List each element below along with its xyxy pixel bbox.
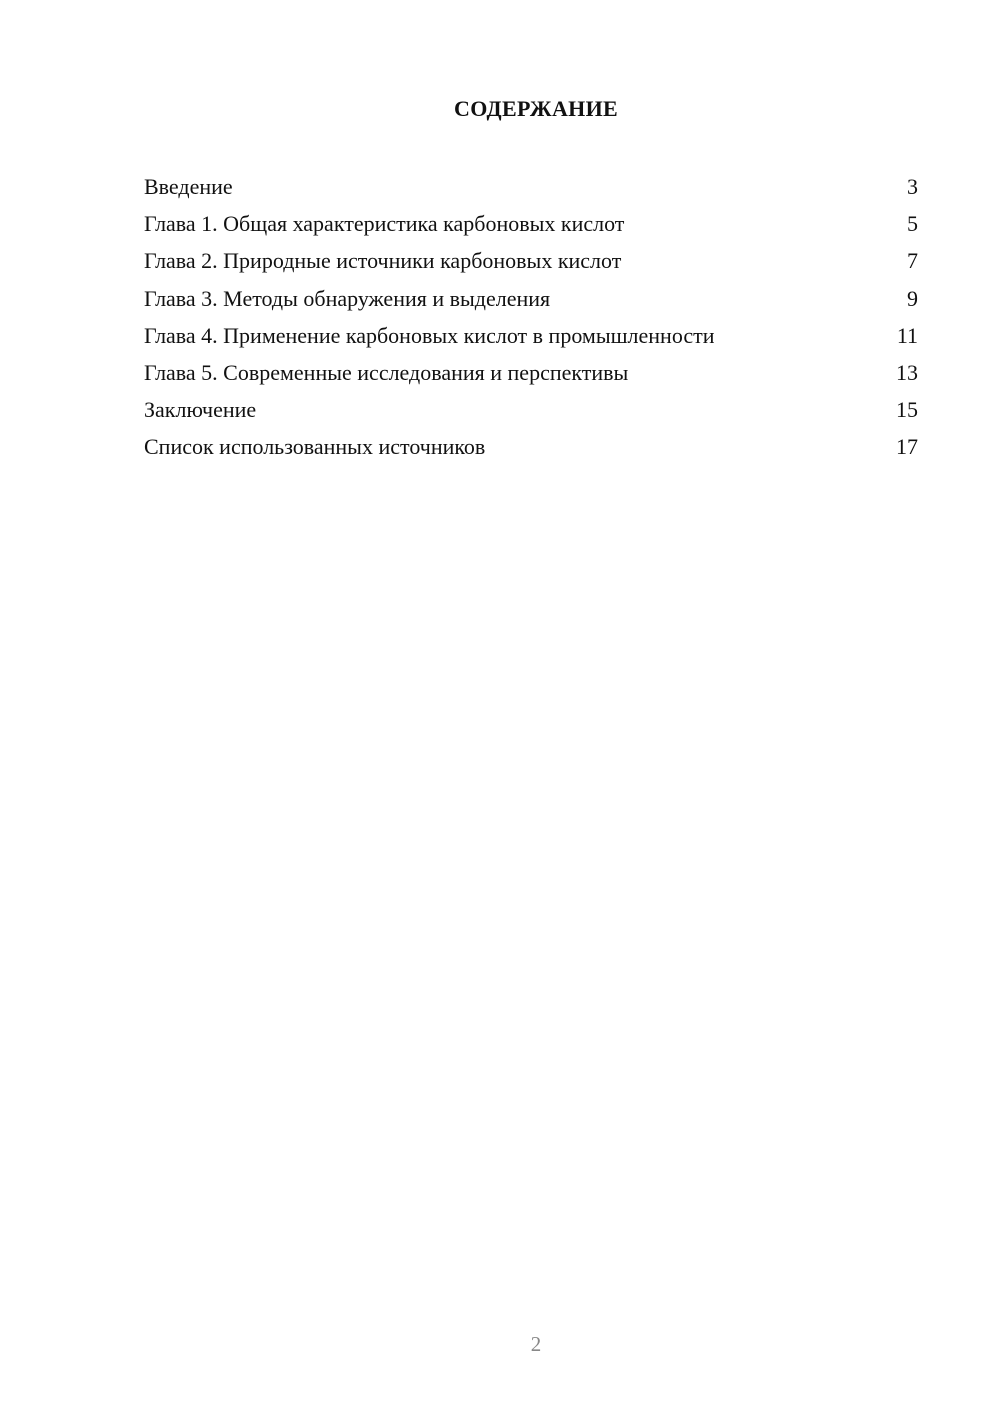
toc-entry-label: Глава 1. Общая характеристика карбоновых кислот bbox=[144, 211, 625, 237]
toc-entry-page: 17 bbox=[896, 434, 918, 460]
toc-entry-references bbox=[144, 428, 918, 465]
toc-entry-page: 3 bbox=[907, 174, 918, 199]
toc-entry-page: 13 bbox=[896, 359, 918, 385]
toc-entry-page: 15 bbox=[896, 397, 918, 423]
page-number: 2 bbox=[530, 1332, 542, 1356]
toc-entry-label: Введение bbox=[144, 174, 233, 199]
toc-entry-conclusion bbox=[144, 391, 918, 428]
toc-entry-chapter-3 bbox=[144, 280, 918, 317]
toc-entry-page: 9 bbox=[907, 285, 918, 311]
toc-entry-page: 11 bbox=[896, 322, 918, 348]
table-of-contents bbox=[144, 168, 918, 466]
toc-entry-label: Заключение bbox=[144, 397, 257, 423]
toc-entry-label: Список использованных источников bbox=[144, 434, 486, 460]
toc-entry-label: Глава 2. Природные источники карбоновых кислот bbox=[144, 248, 622, 274]
toc-entry-label: Глава 3. Методы обнаружения и выделения bbox=[144, 285, 551, 311]
toc-entry-page: 7 bbox=[907, 248, 918, 274]
toc-entry-chapter-2 bbox=[144, 242, 918, 279]
toc-entry-introduction bbox=[144, 168, 918, 205]
toc-entry-chapter-4 bbox=[144, 317, 918, 354]
toc-entry-chapter-1 bbox=[144, 205, 918, 242]
page-title: СОДЕРЖАНИЕ bbox=[454, 96, 618, 121]
toc-entry-chapter-5 bbox=[144, 354, 918, 391]
toc-entry-label: Глава 4. Применение карбоновых кислот в промышленности bbox=[144, 322, 715, 348]
toc-entry-page: 5 bbox=[907, 211, 918, 237]
toc-entry-label: Глава 5. Современные исследования и перспективы bbox=[144, 359, 629, 385]
